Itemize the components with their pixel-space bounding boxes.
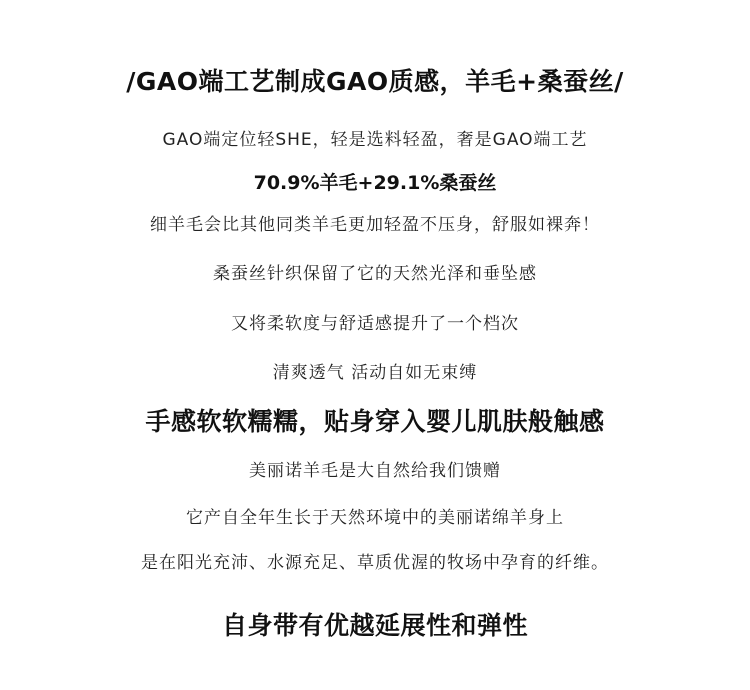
description-line: 桑蚕丝针织保留了它的天然光泽和垂坠感 <box>213 264 537 284</box>
section-craft-subtitle: GAO端定位轻SHE，轻是选料轻盈，奢是GAO端工艺 <box>162 130 588 150</box>
composition-text: 70.9%羊毛+29.1%桑蚕丝 <box>253 172 497 194</box>
description-line: 细羊毛会比其他同类羊毛更加轻盈不压身，舒服如裸奔！ <box>150 215 600 235</box>
section-craft-title: /GAO端工艺制成GAO质感，羊毛+桑蚕丝/ <box>126 67 624 96</box>
description-line: 清爽透气 活动自如无束缚 <box>272 363 478 383</box>
description-line: 是在阳光充沛、水源充足、草质优渥的牧场中孕育的纤维。 <box>141 553 609 573</box>
description-line: 它产自全年生长于天然环境中的美丽诺绵羊身上 <box>186 508 564 528</box>
section-touch-title: 手感软软糯糯，贴身穿入婴儿肌肤般触感 <box>145 407 605 436</box>
description-line: 美丽诺羊毛是大自然给我们馈赠 <box>249 461 501 481</box>
description-line: 又将柔软度与舒适感提升了一个档次 <box>231 314 519 334</box>
section-elasticity-title: 自身带有优越延展性和弹性 <box>221 611 528 640</box>
